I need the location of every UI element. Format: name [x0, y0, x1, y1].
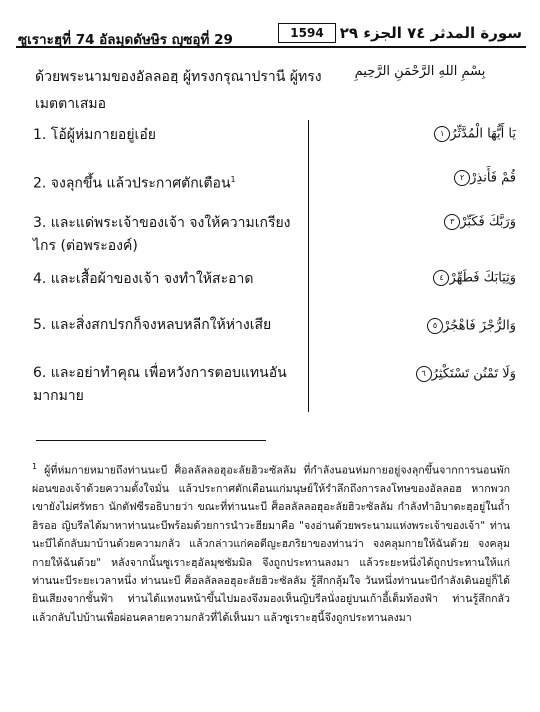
verse-arabic: وَثِيَابَكَ فَطَهِّرْ٤ — [430, 270, 516, 286]
ayah-number-icon: ٦ — [416, 366, 432, 382]
verse-translation: 1. โอ้ผู้ห่มกายอยู่เอ๋ย — [33, 127, 156, 143]
ayah-number-icon: ٢ — [454, 170, 470, 186]
opening-translation: ด้วยพระนามของอัลลอฮฺ ผู้ทรงกรุณาปรานี ผู้ทรงเมตตาเสมอ — [35, 69, 322, 112]
footnote-text: ผู้ที่ห่มกายหมายถึงท่านนะบี ศ็อลลัลลอฮุอะลัยฮิวะซัลลัม ที่กำลังนอนห่มกายอยู่จงลุกขึ้นจากการนอนพักผ่อนของเจ้าด้วยความตั้งใจมั่น แล้วประกาศตักเตือนแก่มนุษย์ให้รำลึกถึงการลงโทษของอัลลอฮ หากพวกเขายังไม่ศรัทธา นักตัฟซีรอธิบายว่า ขณะที่ท่านนะบี ศ็อลลัลลอฮุอะลัยฮิวะซัลลัม กำลังทำอิบาดะฮฺอยู่ในถ้ำฮิรออ ญิบรีลได้มาหาท่านนะบีพร้อมด้วยการนำวะฮียมาคือ "จงอ่านด้วยพระนามแห่งพระเจ้าของเจ้า" ท่านนะบีได้กลับมาบ้านด้วยความกลัว แล้วกล่าวแก่คอดีญะฮภริยาของท่านว่า จงคลุมกายให้ฉันด้วย จงคลุมกายให้ฉันด้วย" หลังจากนั้นซูเราะฮฺอัลมุซซัมมิล จึงถูกประทานลงมา แล้วระยะหนึ่งได้ถูกประทานให้แก่ท่านนะบีระยะเวลาหนึ่ง ท่านนะบี ศ็อลลัลลอฮุอะลัยฮิวะซัลลัม รู้สึกกลุ้มใจ วันหนึ่งท่านนะบีกำลังเดินอยู่ก็ได้ยินเสียงจากชั้นฟ้า ท่านได้แหงนหน้าขึ้นไปมองจึงมองเห็นญิบรีลนั่งอยู่บนเก้าอี้เต็มท้องฟ้า ท่านรู้สึกกลัวแล้วกลับไปบ้านเพื่อผ่อนคลายความกลัวที่ได้เห็นมา แล้วซูเราะฮฺนี้จึงถูกประทานลงมา — [32, 464, 510, 624]
footnote — [32, 458, 510, 627]
page-number: 1594 — [278, 23, 336, 43]
ayah-number-icon: ٤ — [433, 270, 449, 286]
verse-translation: 2. จงลุกขึ้น แล้วประกาศตักเตือน$^1$ — [33, 175, 236, 192]
verse-arabic: قُمْ فَأَنذِرْ٢ — [451, 170, 516, 186]
surah-info-thai: ซูเราะฮฺที่ 74 อัลมุดดัษษิร ญุซอุที่ 29 — [18, 32, 233, 48]
ayah-number-icon: ٥ — [427, 318, 443, 334]
verse-arabic: يَا أَيُّهَا الْمُدَّثِّرُ١ — [431, 126, 516, 142]
ayah-number-icon: ١ — [434, 126, 450, 142]
verse-translation: 4. และเสื้อผ้าของเจ้า จงทำให้สะอาด — [33, 271, 254, 287]
ayah-number-icon: ٣ — [444, 214, 460, 230]
column-divider — [308, 120, 309, 412]
header-rule — [16, 46, 526, 48]
verse-arabic: وَالرُّجْزَ فَاهْجُرْ٥ — [424, 318, 516, 334]
footnote-rule — [36, 440, 266, 441]
surah-info-arabic: سورة المدثر ٧٤ الجزء ٢٩ — [339, 24, 522, 42]
verse-translation: 5. และสิ่งสกปรกก็จงหลบหลีกให้ห่างเสีย — [33, 317, 272, 333]
verse-translation: 3. และแด่พระเจ้าของเจ้า จงให้ความเกรียงไกร (ต่อพระองค์) — [33, 215, 291, 254]
footnote-marker: 1 — [32, 462, 38, 471]
verse-translation: 6. และอย่าทำคุณ เพื่อหวังการตอบแทนอันมากมาย — [33, 365, 287, 404]
basmala-arabic: بِسْمِ اللهِ الرَّحْمَنِ الرَّحِيمِ — [354, 64, 486, 79]
verse-arabic: وَرَبَّكَ فَكَبِّرْ٣ — [441, 214, 516, 230]
footnote-ref: 1 — [230, 175, 236, 184]
page-header — [16, 14, 526, 48]
verse-arabic: وَلَا تَمْنُن تَسْتَكْثِرُ٦ — [413, 366, 516, 382]
